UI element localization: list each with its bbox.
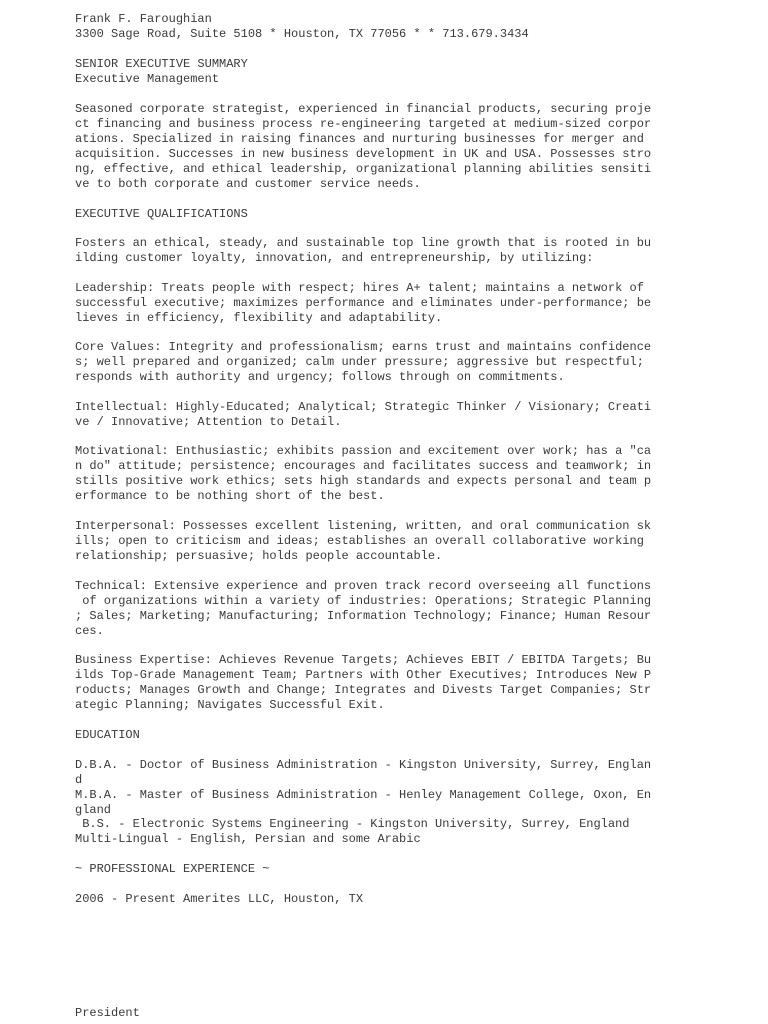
motivational-line: n do" attitude; persistence; encourages and facilitates success and teamwork; in <box>75 459 652 473</box>
summary-line: ations. Specialized in raising finances and nurturing businesses for merger and <box>75 132 644 146</box>
summary-line: acquisition. Successes in new business development in UK and USA. Possesses stro <box>75 147 652 161</box>
contact-line: 3300 Sage Road, Suite 5108 * Houston, TX 77056 * * 713.679.3434 <box>75 27 529 41</box>
qualifications-intro-line: Fosters an ethical, steady, and sustainable top line growth that is rooted in bu <box>75 236 652 250</box>
summary-line: ct financing and business process re-engineering targeted at medium-sized corpor <box>75 117 652 131</box>
motivational-line: erformance to be nothing short of the best. <box>75 489 385 503</box>
core-values-line: responds with authority and urgency; follows through on commitments. <box>75 370 565 384</box>
technical-line: Technical: Extensive experience and proven track record overseeing all functions <box>75 579 652 593</box>
education-line: B.S. - Electronic Systems Engineering - Kingston University, Surrey, England <box>75 817 630 831</box>
intellectual-line: Intellectual: Highly-Educated; Analytical; Strategic Thinker / Visionary; Creati <box>75 400 652 414</box>
business-expertise-line: ilds Top-Grade Management Team; Partners with Other Executives; Introduces New P <box>75 668 652 682</box>
qualifications-heading: EXECUTIVE QUALIFICATIONS <box>75 207 248 221</box>
education-line: D.B.A. - Doctor of Business Administration - Kingston University, Surrey, Englan <box>75 758 652 772</box>
motivational-line: Motivational: Enthusiastic; exhibits passion and excitement over work; has a "ca <box>75 444 652 458</box>
technical-line: ; Sales; Marketing; Manufacturing; Information Technology; Finance; Human Resour <box>75 609 652 623</box>
interpersonal-line: Interpersonal: Possesses excellent listening, written, and oral communication sk <box>75 519 652 533</box>
technical-line: of organizations within a variety of industries: Operations; Strategic Planning <box>75 594 652 608</box>
business-expertise-line: ategic Planning; Navigates Successful Exit. <box>75 698 385 712</box>
summary-heading: SENIOR EXECUTIVE SUMMARY <box>75 57 248 71</box>
education-line: d <box>75 773 83 787</box>
leadership-line: successful executive; maximizes performance and eliminates under-performance; be <box>75 296 652 310</box>
intellectual-line: ve / Innovative; Attention to Detail. <box>75 415 342 429</box>
business-expertise-line: Business Expertise: Achieves Revenue Targets; Achieves EBIT / EBITDA Targets; Bu <box>75 653 652 667</box>
experience-position-line: 2006 - Present Amerites LLC, Houston, TX <box>75 892 364 906</box>
leadership-line: lieves in efficiency, flexibility and adaptability. <box>75 311 443 325</box>
education-heading: EDUCATION <box>75 728 140 742</box>
qualifications-intro-line: ilding customer loyalty, innovation, and entrepreneurship, by utilizing: <box>75 251 594 265</box>
core-values-line: Core Values: Integrity and professionalism; earns trust and maintains confidence <box>75 340 652 354</box>
experience-role: President <box>75 1006 140 1020</box>
interpersonal-line: relationship; persuasive; holds people accountable. <box>75 549 443 563</box>
motivational-line: stills positive work ethics; sets high standards and expects personal and team p <box>75 474 652 488</box>
summary-line: ve to both corporate and customer service needs. <box>75 177 421 191</box>
interpersonal-line: ills; open to criticism and ideas; establishes an overall collaborative working <box>75 534 644 548</box>
education-line: M.B.A. - Master of Business Administration - Henley Management College, Oxon, En <box>75 788 652 802</box>
technical-line: ces. <box>75 624 104 638</box>
summary-line: ng, effective, and ethical leadership, organizational planning abilities sensiti <box>75 162 652 176</box>
summary-subheading: Executive Management <box>75 72 220 86</box>
summary-line: Seasoned corporate strategist, experienced in financial products, securing proje <box>75 102 652 116</box>
applicant-name: Frank F. Faroughian <box>75 12 212 26</box>
core-values-line: s; well prepared and organized; calm under pressure; aggressive but respectful; <box>75 355 644 369</box>
experience-heading: ~ PROFESSIONAL EXPERIENCE ~ <box>75 862 270 876</box>
education-line: gland <box>75 803 112 817</box>
education-line: Multi-Lingual - English, Persian and some Arabic <box>75 832 421 846</box>
business-expertise-line: roducts; Manages Growth and Change; Integrates and Divests Target Companies; Str <box>75 683 652 697</box>
leadership-line: Leadership: Treats people with respect; hires A+ talent; maintains a network of <box>75 281 644 295</box>
